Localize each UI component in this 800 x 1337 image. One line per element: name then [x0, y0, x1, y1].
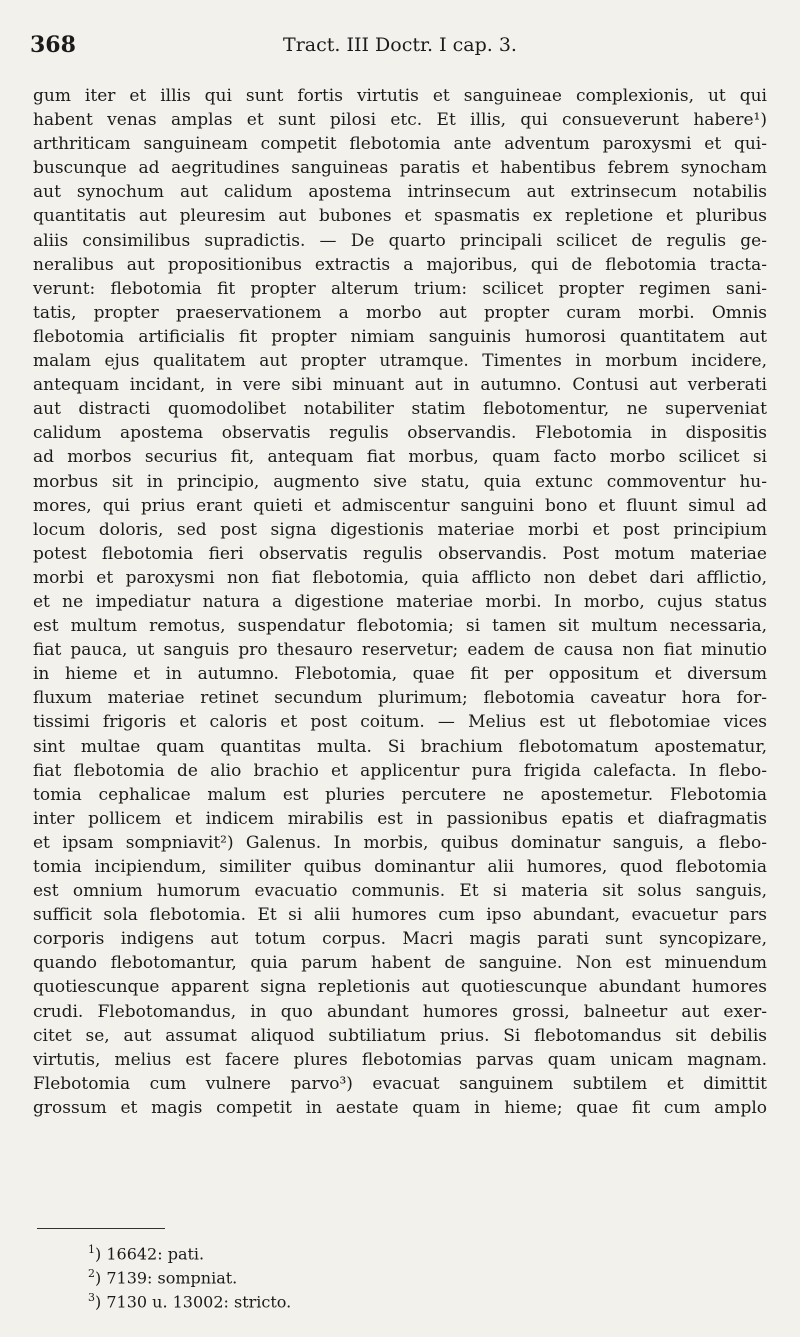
text-line: inter pollicem et indicem mirabilis est in passionibus epatis et diafragmatis: [33, 808, 767, 829]
text-line: habent venas amplas et sunt pilosi etc. Et illis, qui consueverunt habere¹): [33, 110, 767, 131]
text-line: malam ejus qualitatem aut propter utramque. Timentes in morbum incidere,: [33, 351, 767, 372]
text-line: fluxum materiae retinet secundum plurimum; flebotomia caveatur hora for-: [33, 688, 767, 709]
text-line: citet se, aut assumat aliquod subtiliatum prius. Si flebotomandus sit debilis: [33, 1025, 767, 1046]
text-line: quantitatis aut pleuresim aut bubones et spasmatis ex repletione et pluribus: [33, 206, 767, 227]
text-line: sufficit sola flebotomia. Et si alii humores cum ipso abundant, evacuetur pars: [33, 905, 767, 926]
body-text: [33, 84, 767, 1120]
text-line: buscunque ad aegritudines sanguineas paratis et habentibus febrem synocham: [33, 158, 767, 179]
text-line: aliis consimilibus supradictis. — De quarto principali scilicet de regulis ge-: [33, 230, 767, 251]
footnote-text: ) 16642: pati.: [95, 1244, 205, 1264]
text-line: mores, qui prius erant quieti et admiscentur sanguini bono et fluunt simul ad: [33, 495, 767, 516]
text-line: crudi. Flebotomandus, in quo abundant humores grossi, balneetur aut exer-: [33, 1001, 767, 1022]
text-line: verunt: flebotomia fit propter alterum trium: scilicet propter regimen sani-: [33, 278, 767, 299]
footnote: [88, 1238, 488, 1262]
text-line: corporis indigens aut totum corpus. Macri magis parati sunt syncopizare,: [33, 929, 767, 950]
footnote: [88, 1262, 488, 1286]
text-line: flebotomia artificialis fit propter nimiam sanguinis humorosi quantitatem aut: [33, 326, 767, 347]
text-line: aut synochum aut calidum apostema intrinsecum aut extrinsecum notabilis: [33, 182, 767, 203]
text-line: est multum remotus, suspendatur flebotomia; si tamen sit multum necessaria,: [33, 616, 767, 637]
text-line: antequam incidant, in vere sibi minuant aut in autumno. Contusi aut verberati: [33, 375, 767, 396]
page-number: 368: [30, 32, 76, 58]
text-line: est omnium humorum evacuatio communis. Et si materia sit solus sanguis,: [33, 881, 767, 902]
text-line: fiat pauca, ut sanguis pro thesauro reservetur; eadem de causa non fiat minutio: [33, 640, 767, 661]
text-line: tomia incipiendum, similiter quibus dominantur alii humores, quod flebotomia: [33, 857, 767, 877]
text-line: in hieme et in autumno. Flebotomia, quae fit per oppositum et diversum: [33, 664, 767, 685]
footnote-text: ) 7130 u. 13002: stricto.: [95, 1292, 292, 1312]
text-line: et ne impediatur natura a digestione materiae morbi. In morbo, cujus status: [33, 591, 767, 612]
text-line: virtutis, melius est facere plures flebotomias parvas quam unicam magnam.: [33, 1049, 767, 1070]
text-line: arthriticam sanguineam competit flebotomia ante adventum paroxysmi et qui-: [33, 134, 767, 155]
text-line: tissimi frigoris et caloris et post coitum. — Melius est ut flebotomiae vices: [33, 712, 767, 733]
footnote-mark: 3: [88, 1291, 95, 1304]
text-line: quotiescunque apparent signa repletionis aut quotiescunque abundant humores: [33, 977, 767, 998]
text-line: sint multae quam quantitas multa. Si brachium flebotomatum apostematur,: [33, 736, 767, 757]
text-line: morbi et paroxysmi non fiat flebotomia, quia afflicto non debet dari afflictio,: [33, 567, 767, 588]
text-line: potest flebotomia fieri observatis regulis observandis. Post motum materiae: [33, 543, 767, 564]
text-line: calidum apostema observatis regulis observandis. Flebotomia in dispositis: [33, 423, 767, 444]
text-line: neralibus aut propositionibus extractis a majoribus, qui de flebotomia tracta-: [33, 254, 767, 275]
text-line: grossum et magis competit in aestate quam in hieme; quae fit cum amplo: [33, 1097, 767, 1118]
text-line: aut distracti quomodolibet notabiliter statim flebotomentur, ne superveniat: [33, 399, 767, 420]
text-line: ad morbos securius fit, antequam fiat morbus, quam facto morbo scilicet si: [33, 447, 767, 468]
footnote-text: ) 7139: sompniat.: [95, 1268, 238, 1288]
text-line: et ipsam sompniavit²) Galenus. In morbis, quibus dominatur sanguis, a flebo-: [33, 832, 767, 853]
footnote: [88, 1286, 488, 1310]
footnote-mark: 1: [88, 1243, 95, 1256]
text-line: Flebotomia cum vulnere parvo³) evacuat sanguinem subtilem et dimittit: [33, 1073, 767, 1094]
text-line: fiat flebotomia de alio brachio et applicentur pura frigida calefacta. In flebo-: [33, 760, 767, 781]
footnotes: [88, 1238, 488, 1310]
text-line: tomia cephalicae malum est pluries percutere ne apostemetur. Flebotomia: [33, 784, 767, 805]
text-line: tatis, propter praeservationem a morbo aut propter curam morbi. Omnis: [33, 302, 767, 323]
text-line: locum doloris, sed post signa digestionis materiae morbi et post principium: [33, 519, 767, 540]
text-line: quando flebotomantur, quia parum habent de sanguine. Non est minuendum: [33, 953, 767, 974]
footnote-mark: 2: [88, 1267, 95, 1280]
footnote-rule: [37, 1228, 165, 1229]
running-title: Tract. III Doctr. I cap. 3.: [283, 34, 517, 56]
text-line: gum iter et illis qui sunt fortis virtutis et sanguineae complexionis, ut qui: [33, 86, 767, 106]
page-header: [30, 32, 770, 62]
text-line: morbus sit in principio, augmento sive statu, quia extunc commoventur hu-: [33, 471, 767, 492]
